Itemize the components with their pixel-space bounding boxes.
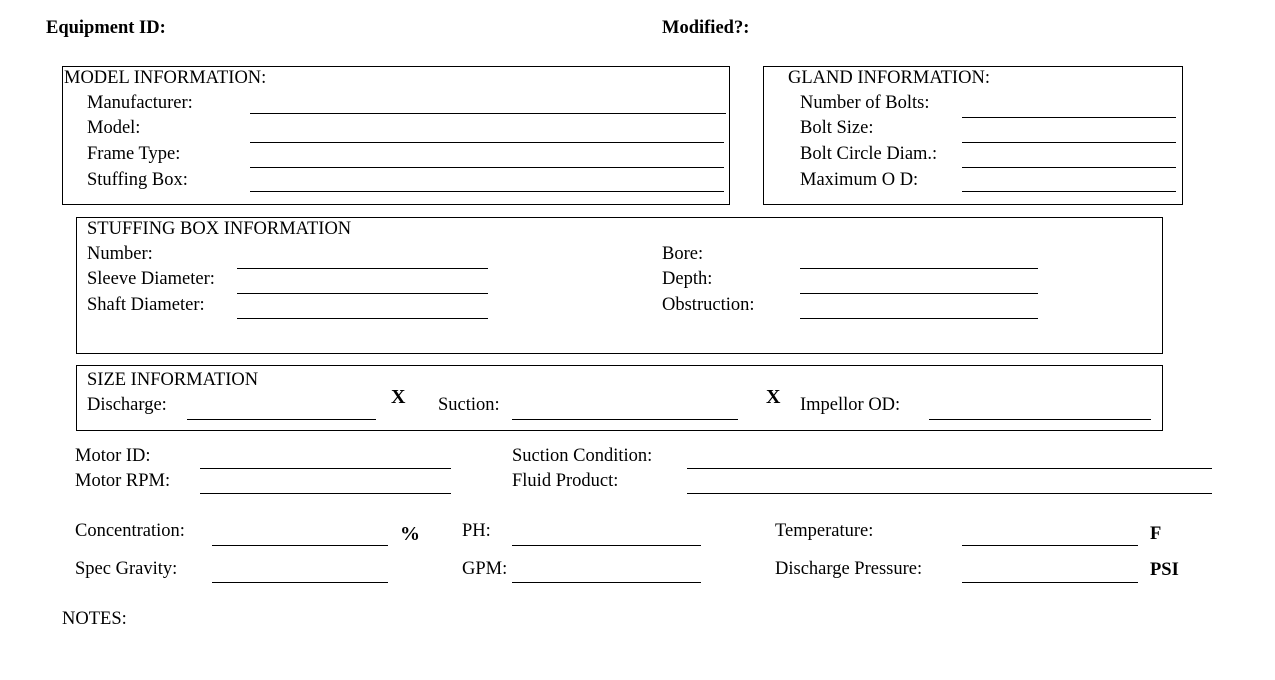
ph-label: PH:: [462, 521, 491, 541]
model-information-title: MODEL INFORMATION:: [64, 68, 267, 88]
bolt-circle-diam-label: Bolt Circle Diam.:: [800, 144, 938, 164]
number-field[interactable]: [237, 268, 488, 269]
shaft-diameter-label: Shaft Diameter:: [87, 295, 205, 315]
model-field[interactable]: [250, 142, 724, 143]
gpm-label: GPM:: [462, 559, 508, 579]
depth-field[interactable]: [800, 293, 1038, 294]
obstruction-field[interactable]: [800, 318, 1038, 319]
number-of-bolts-label: Number of Bolts:: [800, 93, 930, 113]
suction-field[interactable]: [512, 419, 738, 420]
number-of-bolts-field[interactable]: [962, 117, 1176, 118]
percent-unit: %: [400, 523, 420, 545]
impellor-od-label: Impellor OD:: [800, 395, 901, 415]
pressure-unit: PSI: [1150, 560, 1179, 580]
ph-field[interactable]: [512, 545, 701, 546]
spec-gravity-field[interactable]: [212, 582, 388, 583]
discharge-pressure-field[interactable]: [962, 582, 1138, 583]
stuffing-box-information-title: STUFFING BOX INFORMATION: [87, 219, 352, 239]
fluid-product-field[interactable]: [687, 493, 1212, 494]
stuffing-box-label: Stuffing Box:: [87, 170, 188, 190]
gpm-field[interactable]: [512, 582, 701, 583]
manufacturer-field[interactable]: [250, 113, 726, 114]
temperature-field[interactable]: [962, 545, 1138, 546]
stuffing-box-field[interactable]: [250, 191, 724, 192]
spec-gravity-label: Spec Gravity:: [75, 559, 178, 579]
bore-label: Bore:: [662, 244, 704, 264]
suction-condition-label: Suction Condition:: [512, 446, 653, 466]
suction-label: Suction:: [438, 395, 500, 415]
motor-id-label: Motor ID:: [75, 446, 151, 466]
concentration-field[interactable]: [212, 545, 388, 546]
manufacturer-label: Manufacturer:: [87, 93, 193, 113]
suction-condition-field[interactable]: [687, 468, 1212, 469]
sleeve-diameter-field[interactable]: [237, 293, 488, 294]
size-separator-x-2: X: [766, 386, 781, 408]
sleeve-diameter-label: Sleeve Diameter:: [87, 269, 215, 289]
bolt-size-label: Bolt Size:: [800, 118, 874, 138]
maximum-od-field[interactable]: [962, 191, 1176, 192]
fluid-product-label: Fluid Product:: [512, 471, 619, 491]
discharge-field[interactable]: [187, 419, 376, 420]
frame-type-label: Frame Type:: [87, 144, 181, 164]
discharge-label: Discharge:: [87, 395, 167, 415]
discharge-pressure-label: Discharge Pressure:: [775, 559, 923, 579]
number-label: Number:: [87, 244, 153, 264]
size-information-title: SIZE INFORMATION: [87, 370, 259, 390]
temperature-label: Temperature:: [775, 521, 874, 541]
concentration-label: Concentration:: [75, 521, 185, 541]
gland-information-title: GLAND INFORMATION:: [788, 68, 990, 88]
equipment-id-label: Equipment ID:: [46, 18, 166, 38]
shaft-diameter-field[interactable]: [237, 318, 488, 319]
frame-type-field[interactable]: [250, 167, 724, 168]
size-separator-x: X: [391, 386, 406, 408]
motor-rpm-field[interactable]: [200, 493, 451, 494]
obstruction-label: Obstruction:: [662, 295, 755, 315]
motor-id-field[interactable]: [200, 468, 451, 469]
maximum-od-label: Maximum O D:: [800, 170, 919, 190]
bolt-circle-diam-field[interactable]: [962, 167, 1176, 168]
notes-label: NOTES:: [62, 609, 127, 629]
motor-rpm-label: Motor RPM:: [75, 471, 171, 491]
model-label: Model:: [87, 118, 141, 138]
depth-label: Depth:: [662, 269, 713, 289]
modified-label: Modified?:: [662, 18, 750, 38]
impellor-od-field[interactable]: [929, 419, 1151, 420]
bolt-size-field[interactable]: [962, 142, 1176, 143]
temperature-unit: F: [1150, 524, 1162, 544]
bore-field[interactable]: [800, 268, 1038, 269]
